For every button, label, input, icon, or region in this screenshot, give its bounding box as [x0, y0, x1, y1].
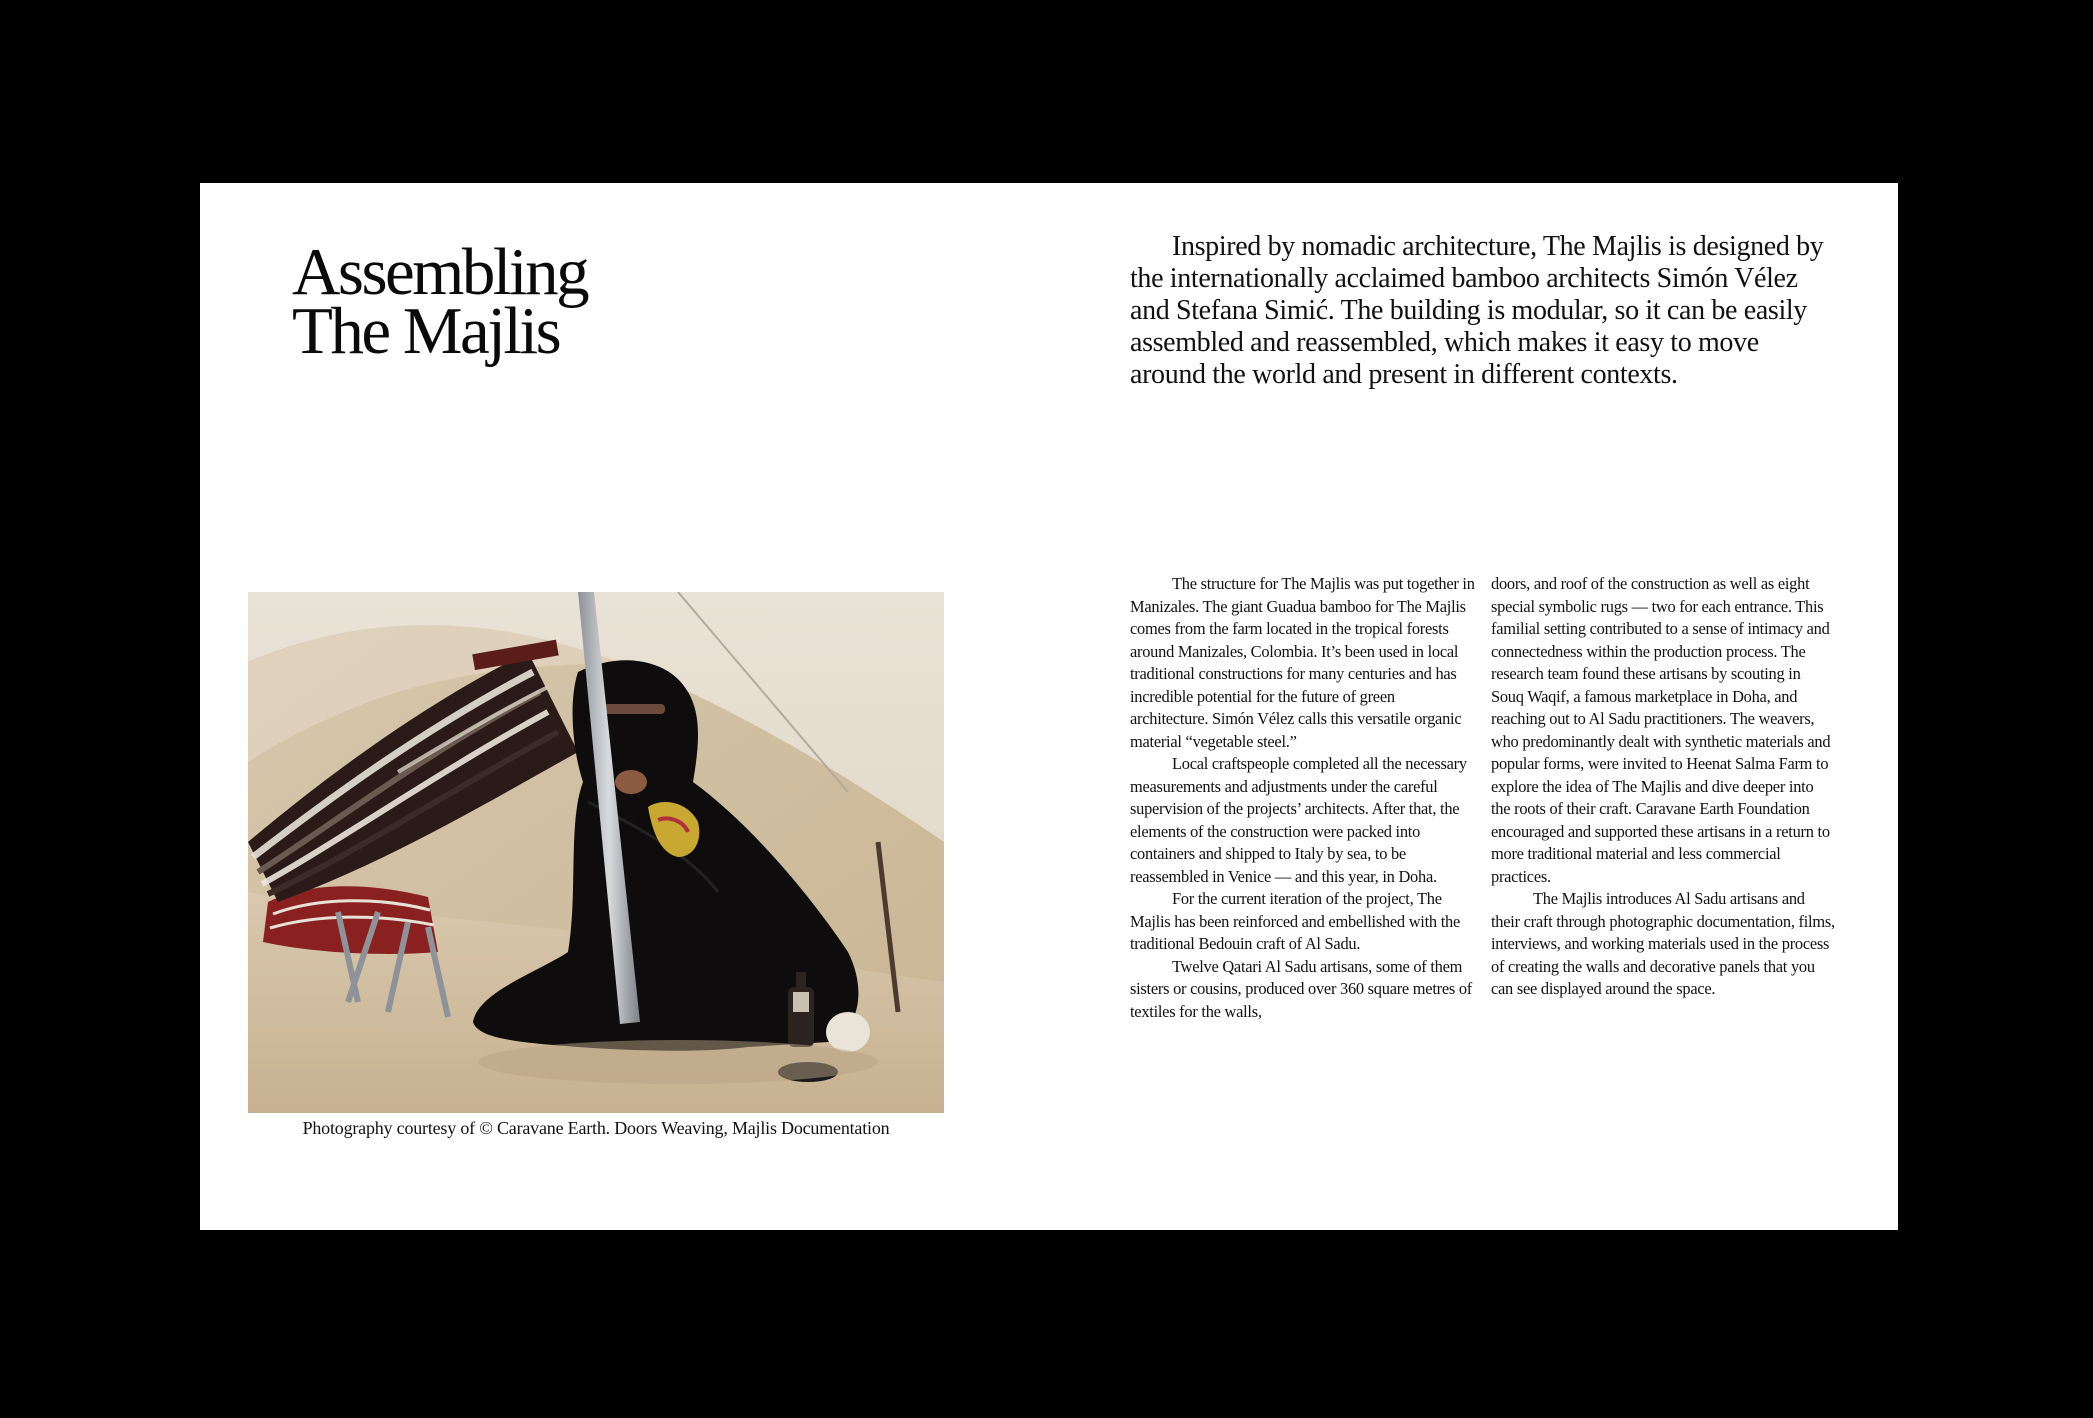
intro-paragraph: Inspired by nomadic architecture, The Majlis is designed by the internationally acclaimed bamboo architects Simón Vélez and Stefana Simić. The building is modular, so it can be easily assembled and reassembled, which makes it easy to move around the world and present in different contexts.: [1130, 231, 1824, 390]
body-paragraph: Twelve Qatari Al Sadu artisans, some of them sisters or cousins, produced over 360 square metres of textiles for the walls,: [1130, 956, 1472, 1021]
photo-caption: Photography courtesy of © Caravane Earth. Doors Weaving, Majlis Documentation: [302, 1118, 890, 1138]
body-column-2: [1491, 573, 1836, 1001]
weaving-photo: [248, 592, 944, 1113]
body-paragraph: The Majlis introduces Al Sadu artisans and their craft through photographic documentation, films, interviews, and working materials used in the process of creating the walls and decorative panels that you can see displayed around the space.: [1491, 889, 1835, 998]
body-paragraph: The structure for The Majlis was put together in Manizales. The giant Guadua bamboo for The Majlis comes from the farm located in the tropical forests around Manizales, Colombia. It’s been used in local traditional constructions for many centuries and has incredible potential for the future of green architecture. Simón Vélez calls this versatile organic material “vegetable steel.”: [1130, 574, 1475, 751]
magazine-spread: [200, 183, 1898, 1230]
body-paragraph: doors, and roof of the construction as well as eight special symbolic rugs — two for each entrance. This familial setting contributed to a sense of intimacy and connectedness within the production process. The research team found these artisans by scouting in Souq Waqif, a famous marketplace in Doha, and reaching out to Al Sadu practitioners. The weavers, who predominantly dealt with synthetic materials and popular forms, were invited to Heenat Salma Farm to explore the idea of The Majlis and dive deeper into the roots of their craft. Caravane Earth Foundation encouraged and supported these artisans in a return to more traditional material and less commercial practices.: [1491, 574, 1831, 886]
body-paragraph: Local craftspeople completed all the necessary measurements and adjustments under the careful supervision of the projects’ architects. After that, the elements of the construction were packed into containers and shipped to Italy by sea, to be reassembled in Venice — and this year, in Doha.: [1130, 754, 1467, 886]
page-title: [292, 235, 792, 368]
body-paragraph: For the current iteration of the project, The Majlis has been reinforced and embellished with the traditional Bedouin craft of Al Sadu.: [1130, 889, 1460, 953]
title-line-1: Assembling: [292, 235, 588, 309]
woman-weaving-in-desert-image: [248, 592, 944, 1113]
title-line-2: The Majlis: [292, 294, 560, 368]
body-column-1: [1130, 573, 1475, 1023]
